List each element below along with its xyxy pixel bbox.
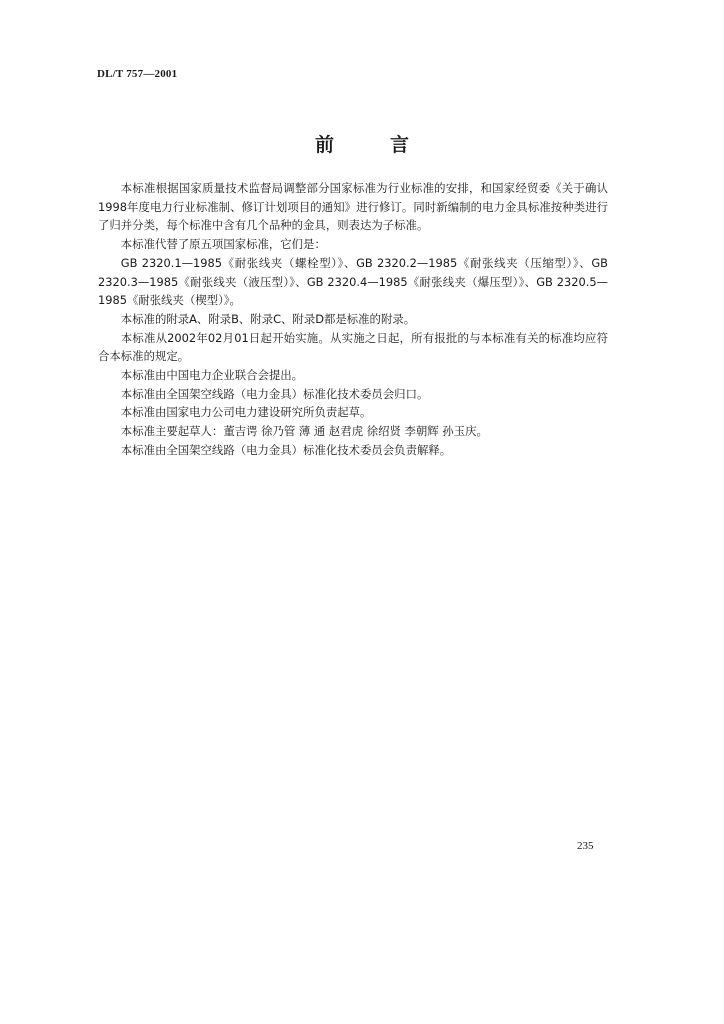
foreword-body — [98, 179, 608, 460]
paragraph-managed-by: 本标准由全国架空线路（电力金具）标准化技术委员会归口。 — [120, 386, 429, 401]
paragraph-drafters: 本标准主要起草人：董吉谔 徐乃管 薄 通 赵君虎 徐绍贤 李朝辉 孙玉庆。 — [120, 424, 488, 439]
paragraph-interpreted-by: 本标准由全国架空线路（电力金具）标准化技术委员会负责解释。 — [120, 442, 452, 457]
page-title: 前言 — [314, 134, 465, 156]
page-number: 235 — [577, 840, 594, 852]
paragraph-appendices: 本标准的附录A、附录B、附录C、附录D都是标准的附录。 — [120, 311, 416, 326]
document-code: DL/T 757—2001 — [97, 68, 178, 80]
paragraph-drafted-by: 本标准由国家电力公司电力建设研究所负责起草。 — [120, 405, 372, 420]
paragraph-effective-date: 本标准从2002年02月01日起开始实施。从实施之日起，所有报批的与本标准有关的标准均应符合本标准的规定。 — [98, 330, 608, 364]
paragraph-replaced-standards: GB 2320.1—1985《耐张线夹（螺栓型）》、GB 2320.2—1985《耐张线夹（压缩型）》、GB 2320.3—1985《耐张线夹（液压型）》、GB 2320.4—1985《耐张线夹（爆压型）》、GB 2320.5—1985《耐张线夹（楔型）》。 — [98, 255, 608, 308]
paragraph-proposed-by: 本标准由中国电力企业联合会提出。 — [120, 368, 304, 383]
paragraph-replaces-intro: 本标准代替了原五项国家标准，它们是： — [120, 237, 326, 252]
paragraph-background: 本标准根据国家质量技术监督局调整部分国家标准为行业标准的安排，和国家经贸委《关于确认1998年度电力行业标准制、修订计划项目的通知》进行修订。同时新编制的电力金具标准按种类进行了归并分类，每个标准中含有几个品种的金具，则表达为子标准。 — [98, 181, 608, 233]
